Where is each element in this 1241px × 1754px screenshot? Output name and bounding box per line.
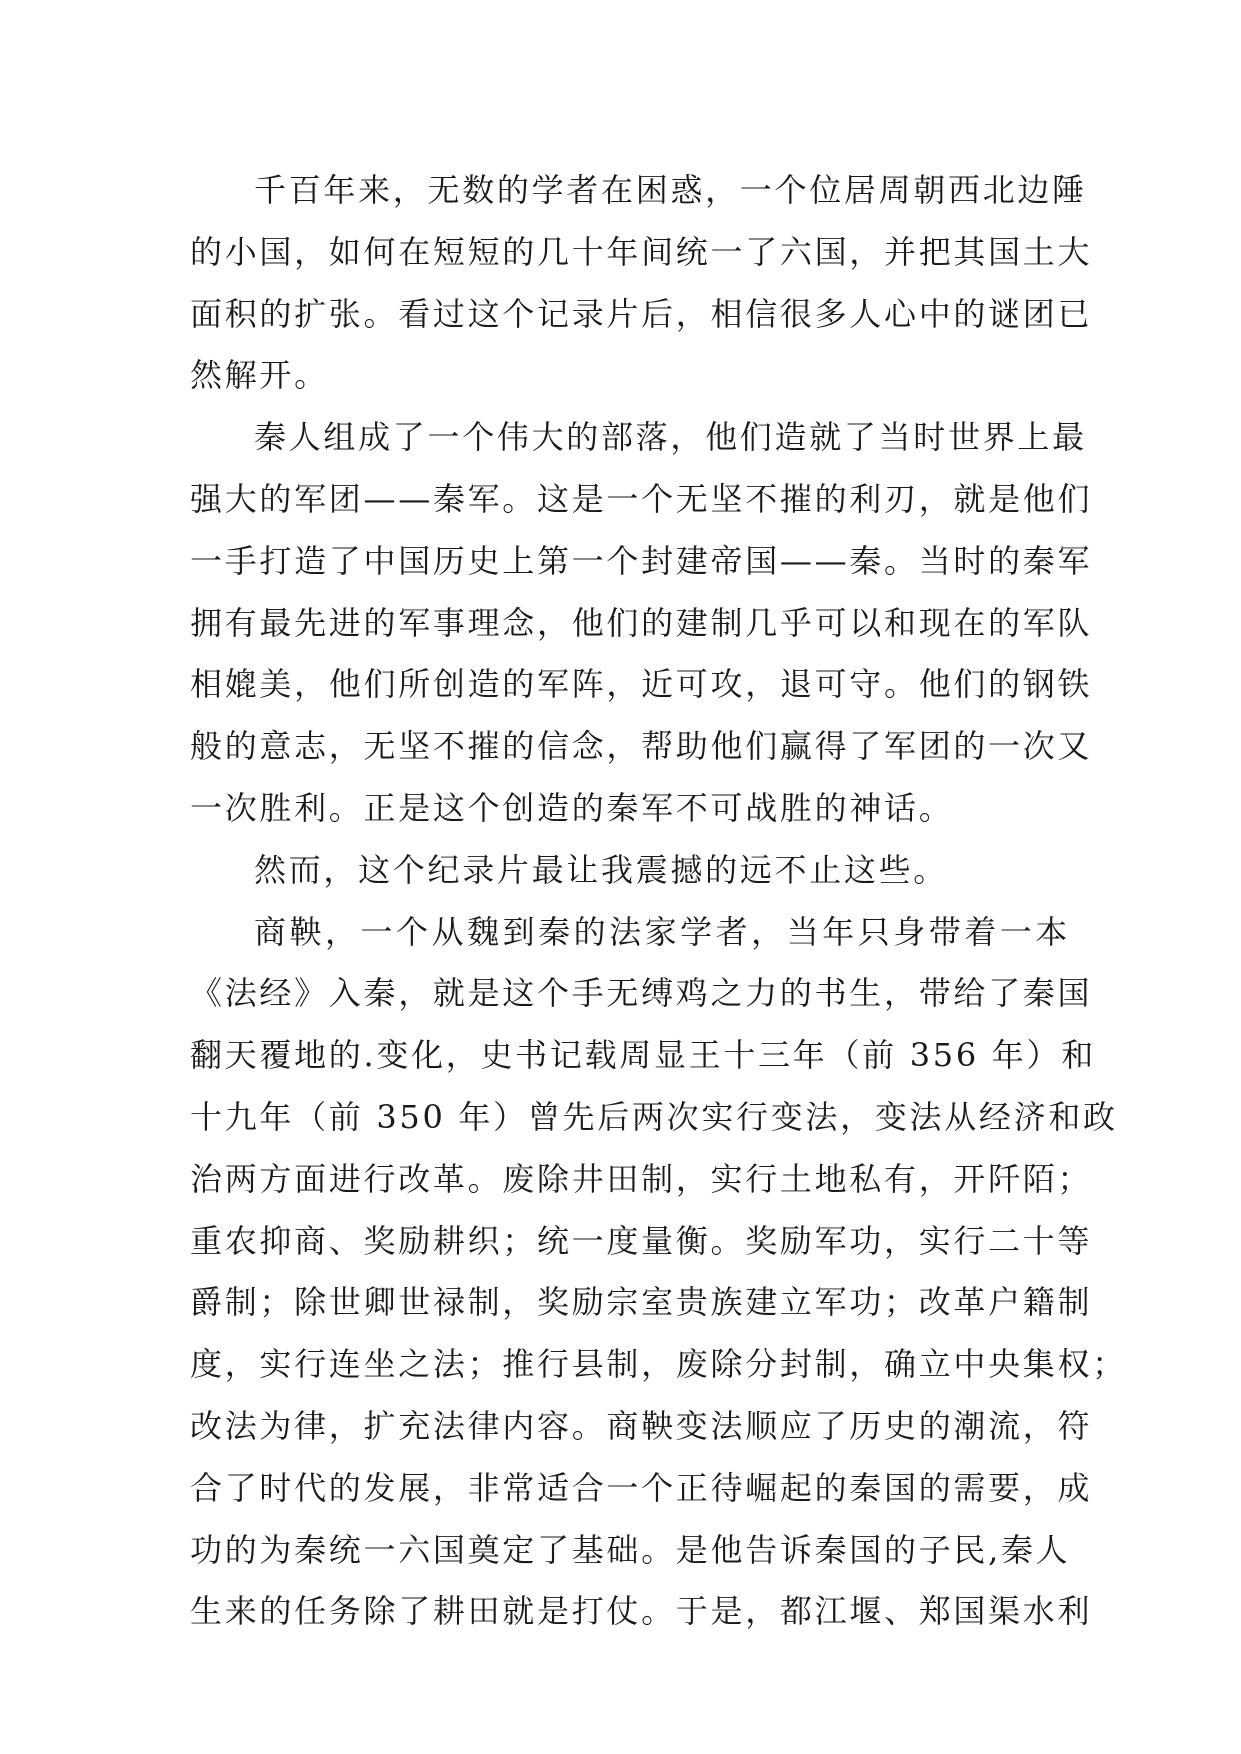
text-line: 爵制；除世卿世禄制，奖励宗室贵族建立军功；改革户籍制 (190, 1283, 1093, 1322)
text-line: 《法经》入秦，就是这个手无缚鸡之力的书生，带给了秦国 (190, 974, 1093, 1013)
text-line: 面积的扩张。看过这个记录片后，相信很多人心中的谜团已 (190, 294, 1093, 333)
text-line: 翻天覆地的.变化，史书记载周显王十三年（前 356 年）和 (190, 1036, 1096, 1075)
text-line: 商鞅，一个从魏到秦的法家学者，当年只身带着一本 (254, 912, 1070, 951)
text-line: 强大的军团——秦军。这是一个无坚不摧的利刃，就是他们 (190, 479, 1093, 518)
text-line: 然解开。 (190, 356, 329, 395)
text-line: 生来的任务除了耕田就是打仗。于是，都江堰、郑国渠水利 (190, 1592, 1093, 1631)
paragraph-3 (190, 840, 1070, 902)
text-line: 的小国，如何在短短的几十年间统一了六国，并把其国土大 (190, 232, 1093, 271)
text-line: 度，实行连坐之法；推行县制，废除分封制，确立中央集权； (190, 1345, 1127, 1384)
text-line: 相媲美，他们所创造的军阵，近可攻，退可守。他们的钢铁 (190, 665, 1093, 704)
text-line: 秦人组成了一个伟大的部落，他们造就了当时世界上最 (254, 418, 1087, 457)
text-line: 千百年来，无数的学者在困惑，一个位居周朝西北边陲 (254, 171, 1087, 209)
text-line: 般的意志，无坚不摧的信念，帮助他们赢得了军团的一次又 (190, 727, 1093, 766)
text-line: 十九年（前 350 年）曾先后两次实行变法，变法从经济和政 (190, 1097, 1118, 1136)
text-line: 改法为律，扩充法律内容。商鞅变法顺应了历史的潮流，符 (190, 1406, 1093, 1445)
paragraph-1 (190, 160, 1093, 407)
text-line: 治两方面进行改革。废除井田制，实行土地私有，开阡陌； (190, 1159, 1093, 1198)
text-line: 然而，这个纪录片最让我震撼的远不止这些。 (254, 850, 949, 889)
body-text (190, 160, 1127, 1643)
text-line: 功的为秦统一六国奠定了基础。是他告诉秦国的子民,秦人 (190, 1530, 1071, 1569)
paragraph-4 (190, 902, 1127, 1644)
text-line: 一手打造了中国历史上第一个封建帝国——秦。当时的秦军 (190, 541, 1093, 580)
text-line: 一次胜利。正是这个创造的秦军不可战胜的神话。 (190, 788, 954, 827)
text-line: 重农抑商、奖励耕织；统一度量衡。奖励军功，实行二十等 (190, 1221, 1093, 1260)
text-line: 拥有最先进的军事理念，他们的建制几乎可以和现在的军队 (190, 603, 1093, 642)
paragraph-2 (190, 407, 1093, 840)
text-line: 合了时代的发展，非常适合一个正待崛起的秦国的需要，成 (190, 1468, 1093, 1507)
